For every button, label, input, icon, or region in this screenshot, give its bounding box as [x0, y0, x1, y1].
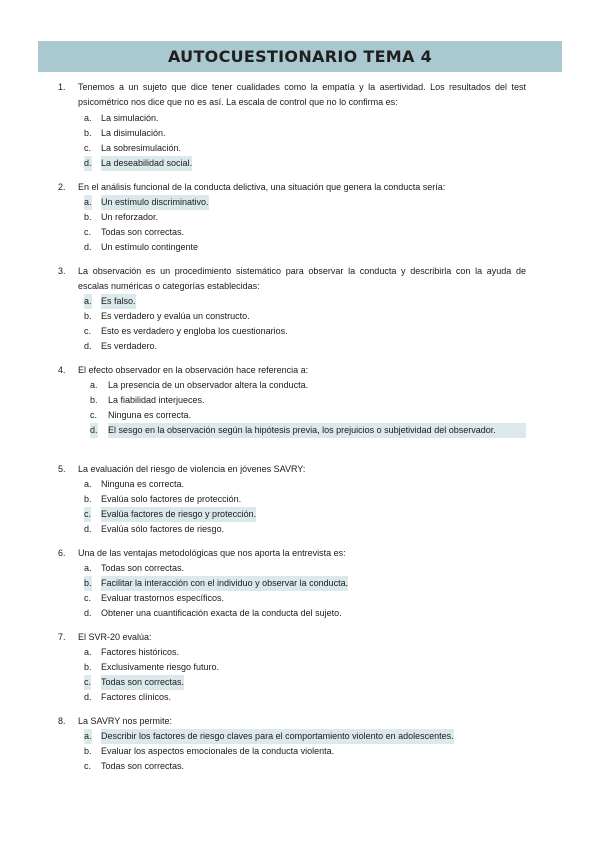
option-letter: a.: [84, 479, 92, 489]
option-text: La sobresimulación.: [101, 143, 182, 153]
option-text: Es verdadero y evalúa un constructo.: [101, 311, 250, 321]
option-text: Evalúa factores de riesgo y protección.: [101, 507, 256, 522]
question-text: Tenemos a un sujeto que dice tener cualidades como la empatía y la asertividad. Los resultados del test psicométrico nos dice que no es así. La escala de control que no lo confirma es:: [78, 82, 526, 107]
option-text: La simulación.: [101, 113, 159, 123]
option-text: Todas son correctas.: [101, 761, 185, 771]
option-letter: d.: [84, 242, 92, 252]
option-text: Ninguna es correcta.: [108, 410, 192, 420]
option-letter: a.: [84, 195, 92, 210]
option-letter: b.: [84, 494, 92, 504]
option-letter: b.: [84, 746, 92, 756]
option-letter: d.: [84, 608, 92, 618]
option-letter: c.: [84, 507, 91, 522]
option-letter: c.: [90, 410, 98, 420]
question-text: El efecto observador en la observación hace referencia a:: [78, 365, 309, 375]
option-letter: b.: [84, 212, 92, 222]
option-text: Evaluar trastornos específicos.: [101, 593, 225, 603]
option-text: Todas son correctas.: [101, 227, 185, 237]
option-text: Exclusivamente riesgo futuro.: [101, 662, 220, 672]
option-letter: d.: [84, 524, 92, 534]
option-letter: a.: [84, 647, 92, 657]
option-text: Ninguna es correcta.: [101, 479, 185, 489]
option-letter: d.: [84, 341, 92, 351]
question-text: En el análisis funcional de la conducta delictiva, una situación que genera la conducta sería:: [78, 182, 446, 192]
option-letter: b.: [84, 662, 92, 672]
question-number: 7.: [58, 632, 66, 642]
option-text: Describir los factores de riesgo claves para el comportamiento violento en adolescentes.: [101, 729, 454, 744]
question-number: 1.: [58, 82, 66, 92]
option-text: Es falso.: [101, 294, 136, 309]
question-number: 2.: [58, 182, 66, 192]
option-text: La fiabilidad interjueces.: [108, 395, 205, 405]
option-letter: a.: [90, 380, 98, 390]
option-letter: b.: [90, 395, 98, 405]
option-letter: d.: [84, 156, 92, 171]
option-text: Facilitar la interacción con el individuo y observar la conducta.: [101, 576, 348, 591]
option-text: Factores clínicos.: [101, 692, 172, 702]
option-letter: b.: [84, 576, 92, 591]
option-text: Un estímulo contingente: [101, 242, 199, 252]
option-text: Evalúa solo factores de protección.: [101, 494, 242, 504]
question-number: 5.: [58, 464, 66, 474]
option-text: Factores históricos.: [101, 647, 180, 657]
option-letter: c.: [84, 227, 92, 237]
option-letter: c.: [84, 761, 92, 771]
option-text: Todas son correctas.: [101, 675, 184, 690]
question-text: El SVR-20 evalúa:: [78, 632, 152, 642]
option-text: Obtener una cuantificación exacta de la conducta del sujeto.: [101, 608, 342, 618]
option-text: Un estímulo discriminativo.: [101, 195, 209, 210]
option-letter: a.: [84, 729, 92, 744]
option-letter: a.: [84, 113, 92, 123]
option-letter: d.: [90, 423, 98, 438]
question-number: 4.: [58, 365, 66, 375]
question-number: 3.: [58, 266, 66, 276]
option-text: Es verdadero.: [101, 341, 158, 351]
question-text: La evaluación del riesgo de violencia en jóvenes SAVRY:: [78, 464, 306, 474]
option-text: La disimulación.: [101, 128, 166, 138]
question-text: La observación es un procedimiento sistemático para observar la conducta y describirla con la ayuda de escalas numéricas o categorías establecidas:: [78, 266, 526, 291]
option-letter: b.: [84, 311, 92, 321]
option-letter: d.: [84, 692, 92, 702]
option-letter: c.: [84, 675, 91, 690]
option-text: Evalúa sólo factores de riesgo.: [101, 524, 225, 534]
option-letter: b.: [84, 128, 92, 138]
option-letter: c.: [84, 593, 92, 603]
option-text: Un reforzador.: [101, 212, 159, 222]
option-text: Todas son correctas.: [101, 563, 185, 573]
title-banner: [38, 41, 562, 72]
option-text: La deseabilidad social.: [101, 156, 192, 171]
option-text: El sesgo en la observación según la hipótesis previa, los prejuicios o subjetividad del observador.: [108, 423, 526, 438]
option-letter: c.: [84, 326, 92, 336]
page-title: AUTOCUESTIONARIO TEMA 4: [167, 47, 433, 66]
option-letter: c.: [84, 143, 92, 153]
option-text: Evaluar los aspectos emocionales de la conducta violenta.: [101, 746, 335, 756]
option-text: La presencia de un observador altera la conducta.: [108, 380, 309, 390]
option-text: Esto es verdadero y engloba los cuestionarios.: [101, 326, 288, 336]
question-text: Una de las ventajas metodológicas que nos aporta la entrevista es:: [78, 548, 346, 558]
question-text: La SAVRY nos permite:: [78, 716, 173, 726]
question-number: 6.: [58, 548, 66, 558]
option-letter: a.: [84, 294, 92, 309]
question-number: 8.: [58, 716, 66, 726]
option-letter: a.: [84, 563, 92, 573]
